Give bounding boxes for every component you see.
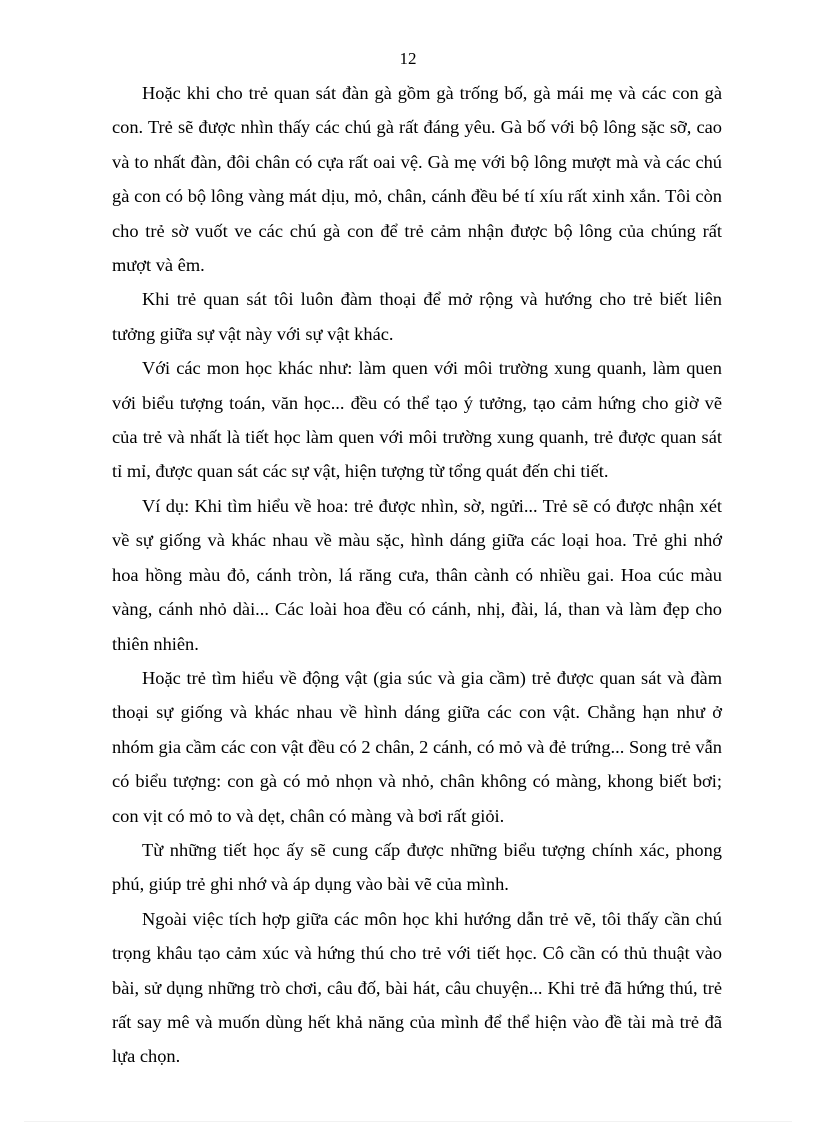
paragraph-7: Ngoài việc tích hợp giữa các môn học khi hướng dẫn trẻ vẽ, tôi thấy cần chú trọng khâu tạo cảm xúc và hứng thú cho trẻ với tiết học. Cô cần có thủ thuật vào bài, sử dụng những trò chơi, câu đố, bài hát, câu chuyện... Khi trẻ đã hứng thú, trẻ rất say mê và muốn dùng hết khả năng của mình để thể hiện vào đề tài mà trẻ đã lựa chọn.	[112, 908, 722, 1067]
paragraph-5: Hoặc trẻ tìm hiểu về động vật (gia súc và gia cầm) trẻ được quan sát và đàm thoại sự giống và khác nhau về hình dáng giữa các con vật. Chẳng hạn như ở nhóm gia cầm các con vật đều có 2 chân, 2 cánh, có mỏ và đẻ trứng... Song trẻ vẫn có biểu tượng: con gà có mỏ nhọn và nhỏ, chân không có màng, khong biết bơi; con vịt có mỏ to và dẹt, chân có màng và bơi rất giỏi.	[112, 667, 722, 826]
paragraph-2: Khi trẻ quan sát tôi luôn đàm thoại để mở rộng và hướng cho trẻ biết liên tưởng giữa sự vật này với sự vật khác.	[112, 289, 722, 344]
paragraph-4: Ví dụ: Khi tìm hiểu về hoa: trẻ được nhìn, sờ, ngửi... Trẻ sẽ có được nhận xét về sự giống và khác nhau về màu sặc, hình dáng giữa các loại hoa. Trẻ ghi nhớ hoa hồng màu đỏ, cánh tròn, lá răng cưa, thân cành có nhiều gai. Hoa cúc màu vàng, cánh nhỏ dài... Các loài hoa đều có cánh, nhị, đài, lá, than và làm đẹp cho thiên nhiên.	[112, 495, 722, 654]
paragraph-1: Hoặc khi cho trẻ quan sát đàn gà gồm gà trống bố, gà mái mẹ và các con gà con. Trẻ sẽ được nhìn thấy các chú gà rất đáng yêu. Gà bố với bộ lông sặc sỡ, cao và to nhất đàn, đôi chân có cựa rất oai vệ. Gà mẹ với bộ lông mượt mà và các chú gà con có bộ lông vàng mát dịu, mỏ, chân, cánh đều bé tí xíu rất xinh xắn. Tôi còn cho trẻ sờ vuốt ve các chú gà con để trẻ cảm nhận được bộ lông của chúng rất mượt và êm.	[112, 83, 722, 276]
page-number: 12	[399, 49, 417, 68]
body-text	[112, 76, 722, 1074]
paragraph-6: Từ những tiết học ấy sẽ cung cấp được những biểu tượng chính xác, phong phú, giúp trẻ ghi nhớ và áp dụng vào bài vẽ của mình.	[112, 839, 722, 895]
paragraph-3: Với các mon học khác như: làm quen với môi trường xung quanh, làm quen với biểu tượng toán, văn học... đều có thể tạo ý tưởng, tạo cảm hứng cho giờ vẽ của trẻ và nhất là tiết học làm quen với môi trường xung quanh, trẻ được quan sát tỉ mỉ, được quan sát các sự vật, hiện tượng từ tổng quát đến chi tiết.	[112, 358, 722, 482]
page-bottom-rule	[24, 1121, 792, 1122]
